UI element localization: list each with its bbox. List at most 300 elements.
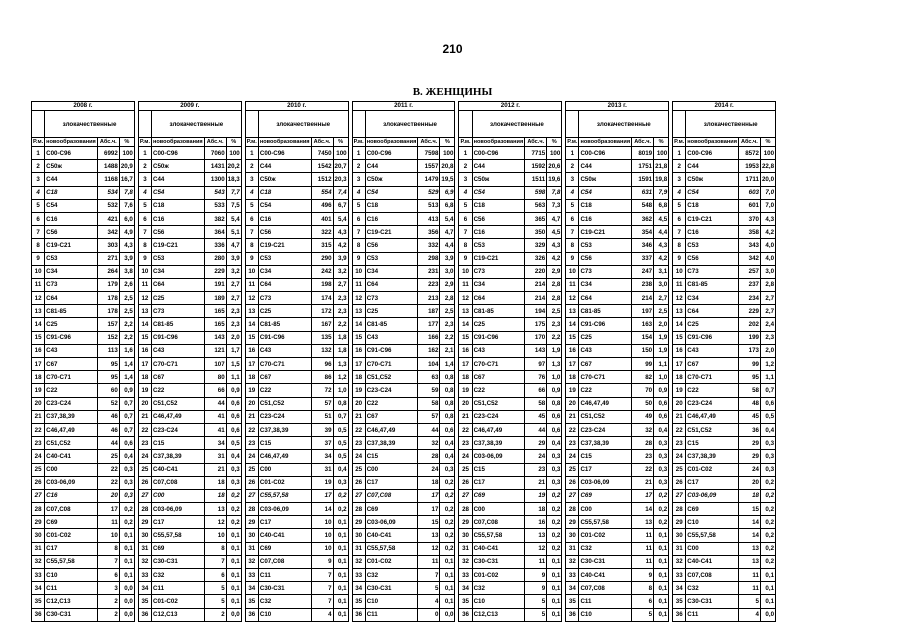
- rank-cell: 9: [32, 252, 45, 265]
- rank-cell: 1: [352, 147, 365, 160]
- percent-cell: 0,8: [547, 397, 562, 410]
- rank-cell: 17: [566, 358, 579, 371]
- site-code-cell: C10: [579, 608, 632, 621]
- rank-cell: 6: [32, 212, 45, 225]
- percent-cell: 18,3: [226, 173, 241, 186]
- rank-cell: 28: [352, 503, 365, 516]
- rank-cell: 30: [459, 529, 472, 542]
- site-code-cell: C55,57,58: [579, 516, 632, 529]
- abs-count-cell: 198: [311, 278, 333, 291]
- percent-cell: 1,8: [333, 344, 348, 357]
- rank-cell: 14: [138, 318, 151, 331]
- abs-count-cell: 382: [204, 212, 226, 225]
- table-row: [32, 463, 776, 476]
- rank-cell: 3: [138, 173, 151, 186]
- abs-count-cell: 1591: [632, 173, 654, 186]
- rank-cell: 31: [459, 542, 472, 555]
- percent-cell: 0,3: [119, 463, 134, 476]
- year-header: 2013 г.: [566, 102, 669, 111]
- column-header: Р.м.: [33, 139, 44, 145]
- rank-cell: 9: [352, 252, 365, 265]
- percent-cell: 0,2: [760, 529, 775, 542]
- rank-cell: 22: [566, 423, 579, 436]
- site-code-cell: C43: [45, 344, 98, 357]
- abs-count-cell: 29: [738, 450, 760, 463]
- abs-count-cell: 11: [738, 569, 760, 582]
- percent-cell: 0,1: [654, 582, 669, 595]
- rank-cell: 10: [459, 265, 472, 278]
- rank-cell: 17: [459, 358, 472, 371]
- abs-count-cell: 152: [97, 331, 119, 344]
- abs-count-cell: 231: [418, 265, 440, 278]
- site-code-cell: C55,57,58: [258, 489, 311, 502]
- percent-cell: 0,4: [333, 463, 348, 476]
- table-row: [32, 147, 776, 160]
- rank-cell: 18: [566, 371, 579, 384]
- abs-count-cell: 11: [418, 555, 440, 568]
- rank-cell: 32: [245, 555, 258, 568]
- percent-cell: 0,5: [760, 410, 775, 423]
- percent-cell: 0,1: [440, 582, 455, 595]
- percent-cell: 0,2: [440, 489, 455, 502]
- percent-cell: 0,0: [440, 608, 455, 621]
- percent-cell: 5,4: [333, 212, 348, 225]
- abs-count-cell: 86: [311, 371, 333, 384]
- site-code-cell: C19-C21: [686, 212, 739, 225]
- year-header-row: [32, 102, 776, 111]
- site-code-cell: C46,47,49: [365, 423, 418, 436]
- abs-count-cell: 543: [204, 186, 226, 199]
- abs-count-cell: 8: [97, 542, 119, 555]
- rank-cell: 2: [673, 160, 686, 173]
- site-code-cell: C34: [45, 265, 98, 278]
- table-row: [32, 542, 776, 555]
- rank-cell: 21: [245, 410, 258, 423]
- site-code-cell: C40-C41: [152, 463, 205, 476]
- rank-cell: 10: [245, 265, 258, 278]
- percent-cell: 3,9: [440, 252, 455, 265]
- site-code-cell: C56: [45, 226, 98, 239]
- abs-count-cell: 365: [525, 212, 547, 225]
- abs-count-cell: 57: [418, 410, 440, 423]
- site-code-cell: C46,47,49: [258, 450, 311, 463]
- rank-cell: 2: [32, 160, 45, 173]
- site-code-cell: C17: [152, 516, 205, 529]
- abs-count-cell: 70: [632, 384, 654, 397]
- rank-cell: 10: [566, 265, 579, 278]
- abs-count-cell: 10: [311, 542, 333, 555]
- rank-cell: 25: [459, 463, 472, 476]
- rank-cell: 15: [32, 331, 45, 344]
- percent-cell: 3,2: [226, 265, 241, 278]
- rank-cell: 8: [32, 239, 45, 252]
- abs-count-cell: 17: [311, 489, 333, 502]
- abs-count-cell: 631: [632, 186, 654, 199]
- percent-cell: 0,8: [440, 371, 455, 384]
- site-code-cell: C23-C24: [258, 410, 311, 423]
- site-code-cell: C67: [579, 358, 632, 371]
- percent-cell: 21,8: [654, 160, 669, 173]
- rank-cell: 13: [32, 305, 45, 318]
- percent-cell: 0,1: [440, 555, 455, 568]
- column-header: новообразования: [153, 139, 203, 145]
- site-code-cell: C16: [472, 226, 525, 239]
- site-code-cell: C51,C52: [686, 423, 739, 436]
- rank-cell: 20: [245, 397, 258, 410]
- site-code-cell: C43: [579, 344, 632, 357]
- site-code-cell: C25: [365, 305, 418, 318]
- rank-cell: 14: [352, 318, 365, 331]
- percent-cell: 100: [760, 147, 775, 160]
- rank-cell: 33: [32, 569, 45, 582]
- site-code-cell: C03-06,09: [365, 516, 418, 529]
- percent-cell: 0,2: [440, 476, 455, 489]
- site-code-cell: C22: [686, 384, 739, 397]
- percent-cell: 4,3: [760, 212, 775, 225]
- percent-cell: 0,2: [654, 503, 669, 516]
- site-code-cell: C73: [686, 265, 739, 278]
- abs-count-cell: 315: [311, 239, 333, 252]
- percent-cell: 1,6: [119, 344, 134, 357]
- percent-cell: 2,8: [760, 278, 775, 291]
- rank-cell: 26: [352, 476, 365, 489]
- table-row: [32, 529, 776, 542]
- abs-count-cell: 7598: [418, 147, 440, 160]
- percent-cell: 0,2: [547, 516, 562, 529]
- rank-cell: 34: [352, 582, 365, 595]
- site-code-cell: C30-C31: [45, 608, 98, 621]
- percent-cell: 0,6: [547, 423, 562, 436]
- percent-cell: 0,1: [226, 569, 241, 582]
- rank-cell: 4: [352, 186, 365, 199]
- percent-cell: 0,4: [654, 423, 669, 436]
- site-code-cell: C22: [45, 384, 98, 397]
- column-header: Р.м.: [674, 139, 685, 145]
- rank-cell: 10: [32, 265, 45, 278]
- site-code-cell: C69: [152, 542, 205, 555]
- percent-cell: 1,4: [440, 358, 455, 371]
- abs-count-cell: 58: [525, 397, 547, 410]
- abs-count-cell: 13: [418, 529, 440, 542]
- percent-cell: 4,3: [333, 226, 348, 239]
- abs-count-cell: 11: [632, 542, 654, 555]
- percent-cell: 20,3: [333, 173, 348, 186]
- rank-cell: 1: [459, 147, 472, 160]
- site-code-cell: C73: [365, 292, 418, 305]
- percent-cell: 20,2: [226, 160, 241, 173]
- site-code-cell: C00-C96: [686, 147, 739, 160]
- abs-count-cell: 496: [311, 199, 333, 212]
- percent-cell: 100: [440, 147, 455, 160]
- percent-cell: 2,5: [119, 305, 134, 318]
- percent-cell: 1,1: [226, 371, 241, 384]
- percent-cell: 0,1: [119, 569, 134, 582]
- abs-count-cell: 46: [97, 423, 119, 436]
- abs-count-cell: 8: [632, 582, 654, 595]
- rank-cell: 5: [566, 199, 579, 212]
- site-code-cell: C51,C52: [365, 371, 418, 384]
- abs-count-cell: 57: [311, 397, 333, 410]
- percent-cell: 1,7: [226, 344, 241, 357]
- rank-cell: 33: [138, 569, 151, 582]
- rank-cell: 7: [138, 226, 151, 239]
- percent-cell: 2,6: [119, 278, 134, 291]
- site-code-cell: C44: [365, 160, 418, 173]
- rank-cell: 24: [459, 450, 472, 463]
- site-code-cell: C00: [472, 503, 525, 516]
- percent-cell: 4,4: [654, 226, 669, 239]
- percent-cell: 6,8: [654, 199, 669, 212]
- abs-count-cell: 44: [525, 423, 547, 436]
- site-code-cell: C73: [152, 305, 205, 318]
- rank-cell: 35: [352, 595, 365, 608]
- rank-cell: 6: [352, 212, 365, 225]
- abs-count-cell: 12: [525, 542, 547, 555]
- rank-cell: 21: [673, 410, 686, 423]
- abs-count-cell: 28: [418, 450, 440, 463]
- year-header: 2010 г.: [245, 102, 348, 111]
- site-code-cell: C30-C31: [258, 582, 311, 595]
- rank-cell: 6: [138, 212, 151, 225]
- rank-cell: 4: [138, 186, 151, 199]
- rank-cell: 16: [673, 344, 686, 357]
- abs-count-cell: 529: [418, 186, 440, 199]
- percent-cell: 0,4: [119, 450, 134, 463]
- abs-count-cell: 6: [632, 595, 654, 608]
- column-header: Абс.ч.: [632, 138, 654, 147]
- rank-cell: 17: [138, 358, 151, 371]
- table-row: [32, 489, 776, 502]
- year-header: 2014 г.: [673, 102, 776, 111]
- site-code-cell: C53: [472, 239, 525, 252]
- abs-count-cell: 15: [738, 503, 760, 516]
- percent-cell: 1,4: [119, 358, 134, 371]
- site-code-cell: C51,C52: [579, 410, 632, 423]
- table-row: [32, 503, 776, 516]
- abs-count-cell: 356: [418, 226, 440, 239]
- site-code-cell: C37,38,39: [472, 437, 525, 450]
- percent-cell: 0,1: [333, 569, 348, 582]
- percent-cell: 2,2: [547, 331, 562, 344]
- percent-cell: 0,3: [654, 463, 669, 476]
- percent-cell: 1,9: [654, 331, 669, 344]
- site-code-cell: C00: [152, 489, 205, 502]
- percent-cell: 0,9: [654, 384, 669, 397]
- rank-cell: 7: [245, 226, 258, 239]
- percent-cell: 0,2: [440, 516, 455, 529]
- rank-cell: 18: [138, 371, 151, 384]
- percent-cell: 20,6: [547, 160, 562, 173]
- rank-cell: 18: [245, 371, 258, 384]
- rank-cell: 4: [673, 186, 686, 199]
- percent-cell: 2,0: [226, 331, 241, 344]
- abs-count-cell: 1479: [418, 173, 440, 186]
- abs-count-cell: 8: [204, 542, 226, 555]
- rank-cell: 13: [245, 305, 258, 318]
- site-code-cell: C07,C08: [45, 503, 98, 516]
- abs-count-cell: 18: [738, 489, 760, 502]
- abs-count-cell: 172: [311, 305, 333, 318]
- percent-cell: 19,6: [547, 173, 562, 186]
- percent-cell: 1,4: [119, 371, 134, 384]
- percent-cell: 100: [119, 147, 134, 160]
- group-label: злокачественные: [579, 111, 669, 138]
- percent-cell: 0,2: [547, 503, 562, 516]
- abs-count-cell: 48: [738, 397, 760, 410]
- site-code-cell: C73: [45, 278, 98, 291]
- rank-cell: 12: [32, 292, 45, 305]
- abs-count-cell: 9: [311, 555, 333, 568]
- abs-count-cell: 332: [418, 239, 440, 252]
- rank-cell: 13: [673, 305, 686, 318]
- percent-cell: 0,2: [547, 489, 562, 502]
- rank-cell: 27: [352, 489, 365, 502]
- site-code-cell: C11: [365, 608, 418, 621]
- site-code-cell: C67: [472, 371, 525, 384]
- abs-count-cell: 342: [738, 252, 760, 265]
- percent-cell: 0,3: [440, 463, 455, 476]
- rank-cell: 20: [32, 397, 45, 410]
- site-code-cell: C55,57,58: [472, 529, 525, 542]
- site-code-cell: C40-C41: [258, 529, 311, 542]
- rank-cell: 24: [352, 450, 365, 463]
- percent-cell: 0,3: [119, 476, 134, 489]
- abs-count-cell: 5: [525, 608, 547, 621]
- rank-cell: 25: [673, 463, 686, 476]
- abs-count-cell: 548: [632, 199, 654, 212]
- rank-cell: 23: [352, 437, 365, 450]
- rank-cell: 30: [352, 529, 365, 542]
- site-code-cell: C01-C02: [686, 463, 739, 476]
- percent-cell: 7,0: [760, 199, 775, 212]
- site-code-cell: C00-C96: [152, 147, 205, 160]
- site-code-cell: C15: [686, 437, 739, 450]
- site-code-cell: C23-C24: [45, 397, 98, 410]
- site-code-cell: C81-85: [258, 318, 311, 331]
- abs-count-cell: 187: [418, 305, 440, 318]
- site-code-cell: C40-C41: [686, 555, 739, 568]
- site-code-cell: C67: [152, 371, 205, 384]
- table-row: [32, 160, 776, 173]
- abs-count-cell: 11: [632, 529, 654, 542]
- rank-cell: 6: [673, 212, 686, 225]
- percent-cell: 0,6: [226, 410, 241, 423]
- site-code-cell: C15: [365, 450, 418, 463]
- site-code-cell: C70-C71: [152, 358, 205, 371]
- abs-count-cell: 99: [738, 358, 760, 371]
- column-header: %: [226, 138, 241, 147]
- site-code-cell: C46,47,49: [579, 397, 632, 410]
- site-code-cell: C11: [45, 582, 98, 595]
- rank-cell: 28: [138, 503, 151, 516]
- abs-count-cell: 34: [311, 450, 333, 463]
- abs-count-cell: 532: [97, 199, 119, 212]
- rank-cell: 15: [673, 331, 686, 344]
- site-code-cell: C07,C08: [258, 555, 311, 568]
- percent-cell: 0,0: [119, 595, 134, 608]
- rank-cell: 15: [245, 331, 258, 344]
- table-row: [32, 278, 776, 291]
- rank-cell: 29: [459, 516, 472, 529]
- site-code-cell: C37,38,39: [579, 437, 632, 450]
- percent-cell: 0,0: [119, 582, 134, 595]
- percent-cell: 4,0: [760, 239, 775, 252]
- site-code-cell: C37,38,39: [45, 410, 98, 423]
- abs-count-cell: 1512: [311, 173, 333, 186]
- table-row: [32, 239, 776, 252]
- percent-cell: 0,4: [760, 423, 775, 436]
- abs-count-cell: 14: [738, 529, 760, 542]
- abs-count-cell: 8572: [738, 147, 760, 160]
- percent-cell: 0,0: [119, 608, 134, 621]
- rank-cell: 8: [459, 239, 472, 252]
- site-code-cell: C10: [365, 595, 418, 608]
- group-label-empty: [32, 111, 45, 138]
- abs-count-cell: 17: [418, 503, 440, 516]
- percent-cell: 0,1: [226, 582, 241, 595]
- percent-cell: 2,2: [119, 318, 134, 331]
- site-code-cell: C17: [579, 463, 632, 476]
- site-code-cell: C56: [686, 252, 739, 265]
- abs-count-cell: 370: [738, 212, 760, 225]
- percent-cell: 100: [547, 147, 562, 160]
- percent-cell: 1,3: [333, 358, 348, 371]
- table-row: [32, 476, 776, 489]
- site-code-cell: C67: [258, 371, 311, 384]
- rank-cell: 19: [32, 384, 45, 397]
- site-code-cell: C69: [579, 489, 632, 502]
- site-code-cell: C50ж: [579, 173, 632, 186]
- rank-cell: 31: [673, 542, 686, 555]
- abs-count-cell: 234: [738, 292, 760, 305]
- column-header: Абс.ч.: [204, 138, 226, 147]
- abs-count-cell: 563: [525, 199, 547, 212]
- abs-count-cell: 157: [97, 318, 119, 331]
- percent-cell: 2,8: [440, 292, 455, 305]
- rank-cell: 10: [673, 265, 686, 278]
- site-code-cell: C17: [686, 476, 739, 489]
- rank-cell: 20: [459, 397, 472, 410]
- abs-count-cell: 14: [738, 516, 760, 529]
- rank-cell: 11: [138, 278, 151, 291]
- rank-cell: 7: [566, 226, 579, 239]
- abs-count-cell: 554: [311, 186, 333, 199]
- rank-cell: 3: [352, 173, 365, 186]
- percent-cell: 0,2: [760, 555, 775, 568]
- percent-cell: 0,0: [226, 608, 241, 621]
- rank-cell: 15: [459, 331, 472, 344]
- site-code-cell: C40-C41: [365, 529, 418, 542]
- table-row: [32, 305, 776, 318]
- site-code-cell: C40-C41: [45, 450, 98, 463]
- rank-cell: 17: [673, 358, 686, 371]
- site-code-cell: C81-85: [365, 318, 418, 331]
- rank-cell: 2: [245, 160, 258, 173]
- site-code-cell: C16: [152, 212, 205, 225]
- abs-count-cell: 303: [97, 239, 119, 252]
- site-code-cell: C44: [45, 173, 98, 186]
- abs-count-cell: 95: [738, 371, 760, 384]
- site-code-cell: C12,C13: [45, 595, 98, 608]
- percent-cell: 7,0: [760, 186, 775, 199]
- rank-cell: 36: [32, 608, 45, 621]
- site-code-cell: C23-C24: [686, 397, 739, 410]
- percent-cell: 0,0: [760, 608, 775, 621]
- rank-cell: 25: [32, 463, 45, 476]
- rank-cell: 24: [566, 450, 579, 463]
- rank-cell: 26: [245, 476, 258, 489]
- rank-cell: 3: [32, 173, 45, 186]
